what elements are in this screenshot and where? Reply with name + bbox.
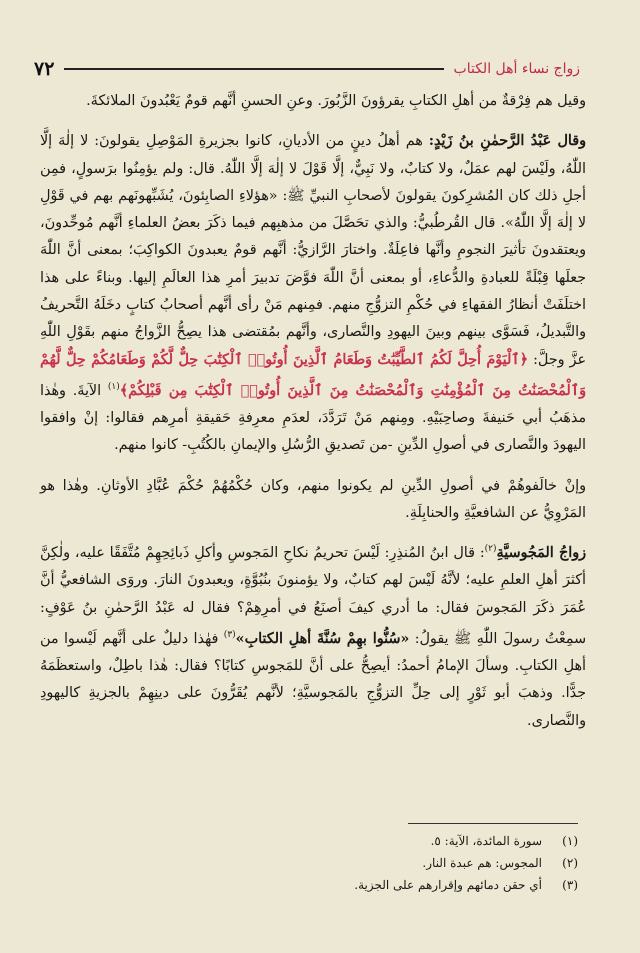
paragraph-4-text: : قال ابنُ المُنذِرِ: لَيْسَ تحريمُ نكاحِ المَجوسِ وأكلِ ذَبائِحِهِمْ مُتَّفَقًا عليه، ولٰكِنَّ أكثرَ أهلِ العلمِ عليه؛ لأنَّهُ لَيْسَ لهم كتابٌ، ولا يؤمنونَ بنُبُوَّةٍ، ويعبدونَ النارَ. وروَى الشافعيُّ أنَّ عُمَرَ ذكَرَ المَجوسَ فقال: ما أدري كيفَ أصنَعُ في أمرِهِمْ؟ فقال له عَبْدُ الرَّحمٰنِ بنُ عَوْفٍ: سمِعْتُ رسولَ اللّٰهِ ﷺ يقولُ:: [40, 544, 587, 647]
paragraph-4-continuation: فهٰذا دليلٌ على أنَّهم لَيْسوا من أهلِ الكتابِ. وسألَ الإمامُ أحمدُ: أيصِحُّ على أنَّ للمَجوسِ كتابًا؟ فقال: هٰذا باطِلٌ، واستعظَمَهُ جدًّا. وذهبَ أبو ثَوْرٍ إلى حِلِّ التزوُّجِ بالمَجوسيَّةِ؛ لأنَّهم يُقَرُّونَ على دينِهِمْ بالجزيةِ كاليهودِ والنَّصارى.: [40, 630, 586, 729]
page-body: [40, 88, 586, 744]
footnote-3: [200, 874, 578, 896]
footnote-number: (٣): [562, 878, 578, 892]
footnote-ref-2[interactable]: (٢): [484, 544, 497, 555]
footnote-2: [200, 852, 578, 874]
paragraph-1: وقيل هم فِرْقةٌ من أهلِ الكتابِ يقرؤونَ الزَّبُورَ. وعنِ الحسنِ أنَّهم قومٌ يَعْبُدونَ الملائكةَ.: [86, 93, 586, 109]
paragraph-4: [40, 536, 586, 735]
paragraph-2-continuation: الآيةَ. وهٰذا مذهَبُ أبي حَنيفةَ وصاحِبَيْهِ. ومِنهم مَنْ تَرَدَّدَ، لعدَمِ معرِفةِ حَقيقةِ أمرِهم فقالوا: إنْ وافقوا اليهودَ والنَّصارى في أصولِ الدِّينِ -من تَصديقِ الرُّسُلِ والإيمانِ بالكُتُبِ- كانوا منهم.: [40, 382, 586, 454]
footnote-ref-1[interactable]: (١): [107, 381, 120, 392]
footnote-ref-3[interactable]: (٣): [223, 629, 236, 640]
header-rule: [64, 68, 443, 70]
running-head: [34, 56, 580, 82]
footnote-number: (٢): [562, 856, 578, 870]
section-heading-magian: زواجُ المَجُوسيَّةِ: [496, 544, 587, 561]
footnote-text: المجوس: هم عبدة النار.: [422, 856, 542, 870]
paragraph-2-text: هم أهلُ دينٍ من الأديانِ، كانوا بجزيرةِ المَوْصِلِ يقولونَ: لا إلٰهَ إلَّا اللّٰهُ، ولَيْسَ لهم عمَلٌ، ولا كتابٌ، ولا نَبِيٌّ، إلَّا قَوْلَ لا إلٰهَ إلَّا اللّٰهُ. قال: ولم يؤمِنُوا برَسولٍ، فمِن أجلِ ذلك كان المُشرِكونَ يقولونَ لأصحابِ النبيِّ ﷺ: «هؤلاءِ الصابِئونَ، يُشَبِّهونَهم بهم في قَوْلِ لا إلٰهَ إلَّا اللّٰهُ». قال القُرطُبيُّ: والذي تحَصَّلَ من مذهبِهم فيما ذكَرَ بعضُ العلماءِ أنَّهم مُوحِّدونَ، ويعتقدونَ تأثيرَ النجومِ وأنَّها فاعِلَةٌ. واختارَ الرَّازيُّ: أنَّهم قومٌ يعبدونَ الكواكِبَ؛ بمعنى أنَّ اللّٰهَ جعلَها قِبْلَةً للعبادةِ والدُّعاءِ، أو بمعنى أنَّ اللّٰهَ فوَّضَ تدبيرَ أمرِ هذا العالَمِ إليها. وبناءً على هذا اختلَفَتْ أنظارُ الفقهاءِ في حُكْمِ التزوُّجِ منهم. فمِنهم مَنْ رأى أنَّهم أصحابُ كتابٍ دخَلَهُ التَّحريفُ والتَّبديلُ، فَسَوَّى بينهم وبينَ اليهودِ والنَّصارى، وأنَّهم بمُقتضى هذا يصِحُّ الزَّواجُ منهم بقَوْلِ اللّٰهِ عزَّ وجلَّ:: [40, 133, 586, 368]
footnote-separator: [408, 823, 578, 824]
paragraph-2-lead: وقال عَبْدُ الرَّحمٰنِ بنُ زَيْدٍ:: [428, 133, 586, 150]
quran-verse: ﴿ٱلْيَوْمَ أُحِلَّ لَكُمُ ٱلطَّيِّبَٰتُ وَطَعَامُ ٱلَّذِينَ أُوتُوا۟ ٱلْكِتَٰبَ حِلٌّ لَّكُمْ وَطَعَامُكُمْ حِلٌّ لَّهُمْ وَٱلْمُحْصَنَٰتُ مِنَ ٱلْمُؤْمِنَٰتِ وَٱلْمُحْصَنَٰتُ مِنَ ٱلَّذِينَ أُوتُوا۟ ٱلْكِتَٰبَ مِن قَبْلِكُمْ﴾: [40, 351, 587, 399]
footnote-text: أي حقن دمائهم وإقرارهم على الجزية.: [354, 878, 542, 892]
chapter-title: زواج نساء أهل الكتاب: [453, 61, 580, 77]
footnote-text: سورة المائدة، الآية: ٥.: [430, 834, 542, 848]
footnote-1: [200, 830, 578, 852]
footnote-number: (١): [562, 834, 578, 848]
paragraph-3: وإنْ خالَفوهُمْ في أصولِ الدِّينِ لم يكونوا منهم، وكان حُكْمُهُمْ حُكْمَ عُبَّادِ الأوثانِ. وهٰذا هو المَرْوِيُّ عن الشافعيَّةِ والحنابِلَةِ.: [40, 477, 586, 521]
hadith-quote: «سُنُّوا بهِمْ سُنَّةَ أهلِ الكتابِ»: [235, 630, 410, 647]
footnotes: [200, 830, 578, 896]
paragraph-2: [40, 128, 586, 459]
page-number: ٧٢: [34, 58, 55, 80]
